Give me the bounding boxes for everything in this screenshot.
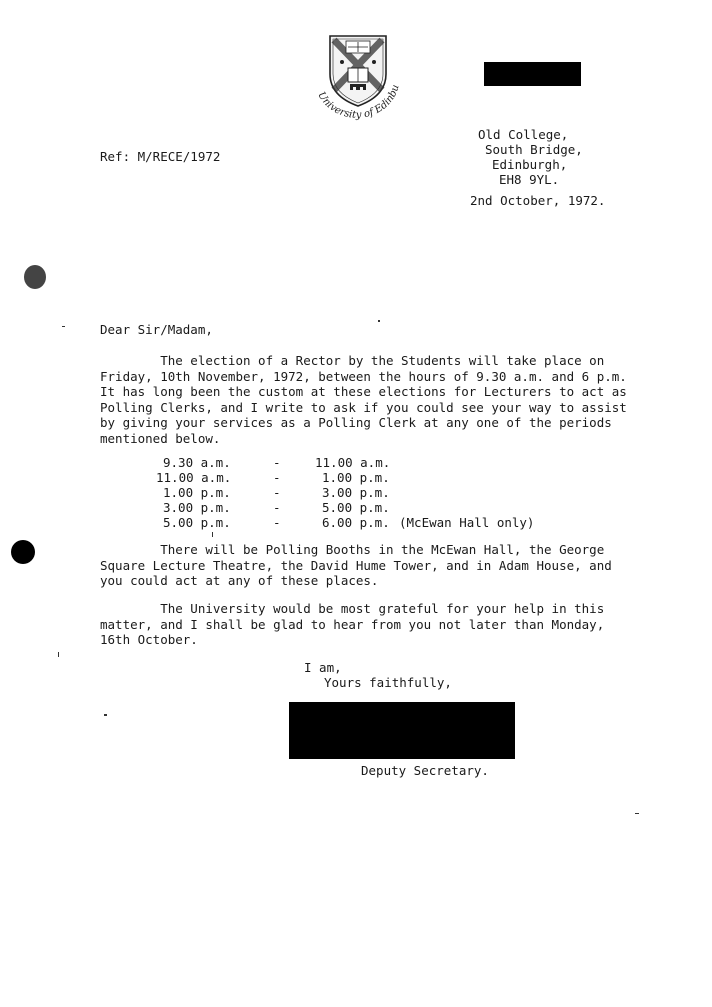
paragraph-line: The election of a Rector by the Students will take place on xyxy=(100,353,605,368)
reference: Ref: M/RECE/1972 xyxy=(100,149,221,164)
closing-line-1: I am, xyxy=(304,660,342,675)
paper-speck xyxy=(58,652,59,657)
period-dash: - xyxy=(273,485,281,500)
period-end: 5.00 p.m. xyxy=(322,500,390,515)
period-dash: - xyxy=(273,470,281,485)
redaction-top xyxy=(484,62,581,86)
paragraph-line: It has long been the custom at these elections for Lecturers to act as xyxy=(100,384,627,399)
closing-line-2: Yours faithfully, xyxy=(324,675,452,690)
paragraph-line: matter, and I shall be glad to hear from you not later than Monday, xyxy=(100,616,605,632)
crest-shield-icon xyxy=(306,30,406,130)
paper-speck xyxy=(104,714,107,716)
signature-redaction xyxy=(289,702,515,759)
paper-speck xyxy=(62,326,65,327)
period-end: 6.00 p.m. xyxy=(322,515,390,530)
signatory-title: Deputy Secretary. xyxy=(361,763,489,778)
punch-hole-bottom xyxy=(11,540,35,564)
period-dash: - xyxy=(273,500,281,515)
paragraph-line: The University would be most grateful for your help in this xyxy=(100,601,605,616)
paper-speck xyxy=(378,320,380,322)
paragraph-line: There will be Polling Booths in the McEwan Hall, the George xyxy=(100,542,605,557)
period-dash: - xyxy=(273,515,281,530)
paragraph-line: Square Lecture Theatre, the David Hume Tower, and in Adam House, and xyxy=(100,557,612,573)
punch-hole-top xyxy=(24,265,46,289)
address-line-4: EH8 9YL. xyxy=(499,172,560,187)
period-end: 11.00 a.m. xyxy=(315,455,391,470)
paragraph-line: 16th October. xyxy=(100,632,198,647)
paragraph-line: you could act at any of these places. xyxy=(100,573,379,588)
period-start: 5.00 p.m. xyxy=(163,515,231,530)
period-start: 3.00 p.m. xyxy=(163,500,231,515)
period-end: 3.00 p.m. xyxy=(322,485,390,500)
address-line-3: Edinburgh, xyxy=(492,157,568,172)
period-dash: - xyxy=(273,455,281,470)
period-note: (McEwan Hall only) xyxy=(399,515,535,530)
period-start: 1.00 p.m. xyxy=(163,485,231,500)
salutation: Dear Sir/Madam, xyxy=(100,322,213,337)
address-line-1: Old College, xyxy=(478,127,569,142)
address-line-2: South Bridge, xyxy=(485,142,583,157)
paragraph-line: Polling Clerks, and I write to ask if you could see your way to assist xyxy=(100,399,627,415)
paragraph-line: mentioned below. xyxy=(100,430,221,446)
paper-speck xyxy=(212,532,213,537)
paper-speck xyxy=(635,813,639,814)
period-start: 11.00 a.m. xyxy=(156,470,232,485)
letter-date: 2nd October, 1972. xyxy=(470,193,606,208)
period-end: 1.00 p.m. xyxy=(322,470,390,485)
period-start: 9.30 a.m. xyxy=(163,455,231,470)
paragraph-line: by giving your services as a Polling Clerk at any one of the periods xyxy=(100,415,612,430)
crest-university-name: University of Edinbu xyxy=(315,83,402,121)
university-crest xyxy=(306,30,406,130)
paragraph-line: Friday, 10th November, 1972, between the hours of 9.30 a.m. and 6 p.m. xyxy=(100,368,627,384)
